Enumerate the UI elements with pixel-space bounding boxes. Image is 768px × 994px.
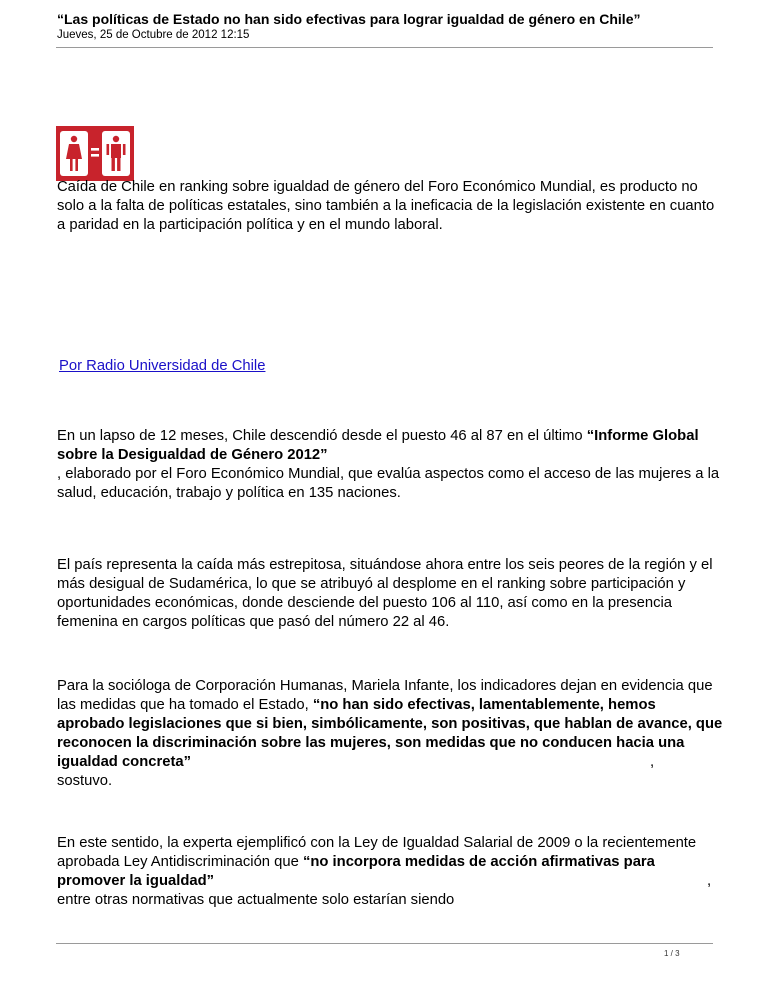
header-divider (56, 47, 713, 48)
lead-paragraph: Caída de Chile en ranking sobre igualdad de género del Foro Económico Mundial, es producto no solo a la falta de políticas estatales, sino también a la ineficacia de la legislación existente en cuanto a paridad en la participación política y en el mundo laboral. (57, 179, 715, 233)
source-link[interactable]: Por Radio Universidad de Chile (59, 358, 266, 374)
source-paragraph (59, 357, 727, 376)
p4-comma: , (707, 873, 712, 889)
paragraph-3 (57, 677, 725, 791)
report-title: “Informe Global sobre la Desigualdad de Género 2012” (57, 428, 699, 463)
p4-text-after: entre otras normativas que actualmente solo estarían siendo (57, 892, 455, 908)
quote-2: “no incorpora medidas de acción afirmativas para promover la igualdad” (57, 854, 655, 889)
paragraph-2: El país representa la caída más estrepitosa, situándose ahora entre los seis peores de la región y el más desigual de Sudamérica, lo que se atribuyó al desplome en el ranking sobre participación y oportunidades económicas, donde desciende del puesto 106 al 110, así como en la presencia femenina en cargos políticas que pasó del número 22 al 46. (57, 557, 713, 630)
page-number: 1 / 3 (664, 949, 680, 958)
paragraph-1 (57, 427, 725, 503)
paragraph-4 (57, 834, 725, 910)
p3-text-before: Para la socióloga de Corporación Humanas, Mariela Infante, los indicadores dejan en evidencia que las medidas que ha tomado el Estado, (57, 678, 713, 713)
document-header (57, 10, 712, 43)
p3-comma: , (650, 754, 655, 770)
gender-equality-icon (56, 126, 134, 181)
p4-text-before: En este sentido, la experta ejemplificó con la Ley de Igualdad Salarial de 2009 o la recientemente aprobada Ley Antidiscriminación que (57, 835, 697, 870)
p1-text-after: , elaborado por el Foro Económico Mundial, que evalúa aspectos como el acceso de las mujeres a la salud, educación, trabajo y política en 135 naciones. (57, 466, 720, 501)
quote-1: “no han sido efectivas, lamentablemente, hemos aprobado legislaciones que si bien, simbólicamente, son positivas, que hablan de avance, que reconocen la discriminación sobre las mujeres, son medidas que no conducen hacia una igualdad concreta” (57, 697, 723, 770)
p1-text-before: En un lapso de 12 meses, Chile descendió desde el puesto 46 al 87 en el último (57, 428, 587, 444)
footer-divider (56, 943, 713, 944)
article-title: “Las políticas de Estado no han sido efectivas para lograr igualdad de género en Chile” (57, 11, 641, 27)
article-image (56, 126, 134, 181)
article-date: Jueves, 25 de Octubre de 2012 12:15 (57, 29, 250, 41)
p3-text-after: sostuvo. (57, 773, 113, 789)
